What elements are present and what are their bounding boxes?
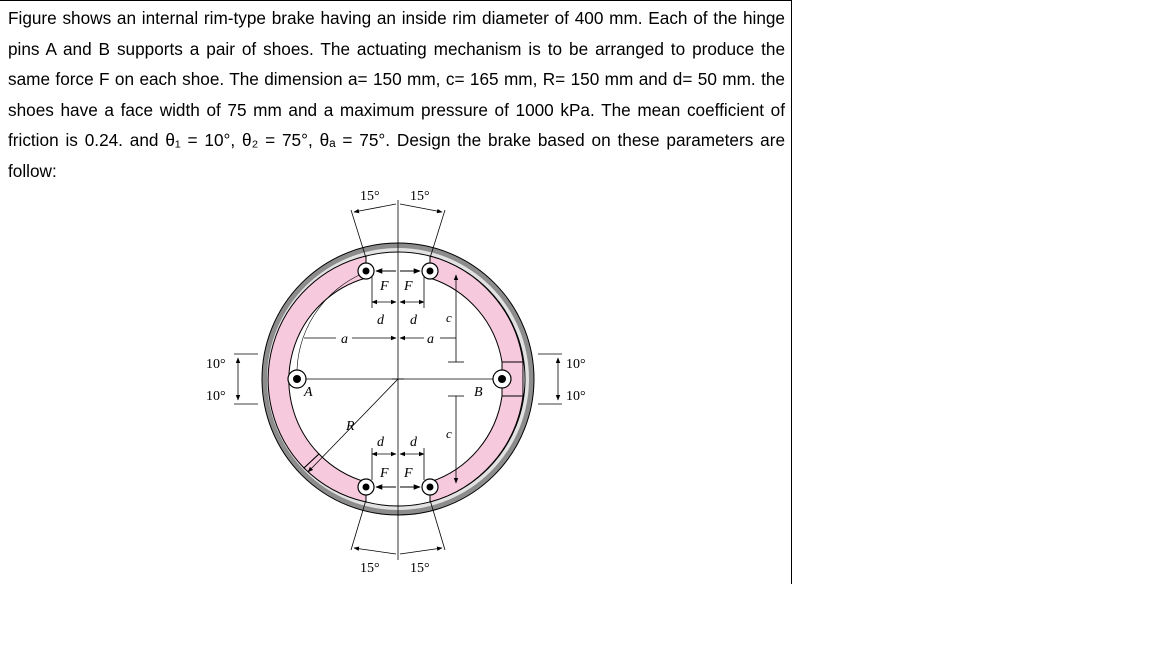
- pin-B: [493, 370, 511, 388]
- pin-b-label: B: [474, 385, 483, 400]
- a-right: a: [427, 332, 434, 347]
- angle-bottom-right: 15°: [410, 561, 430, 576]
- a-left: a: [341, 332, 348, 347]
- angle-left-upper: 10°: [206, 357, 226, 372]
- angle-right-upper: 10°: [566, 357, 586, 372]
- radius-label: R: [346, 419, 355, 434]
- pin-a-label: A: [304, 385, 313, 400]
- force-top-left: F: [380, 279, 389, 294]
- angle-right-lower: 10°: [566, 389, 586, 404]
- c-lower: c: [446, 426, 452, 441]
- force-bottom-right: F: [404, 466, 413, 481]
- angle-bottom-left: 15°: [360, 561, 380, 576]
- d-bottom-right: d: [410, 435, 417, 450]
- angle-top-right: 15°: [410, 189, 430, 204]
- angle-top-left: 15°: [360, 189, 380, 204]
- d-bottom-left: d: [377, 435, 384, 450]
- c-upper: c: [446, 310, 452, 325]
- force-top-right: F: [404, 279, 413, 294]
- force-bottom-left: F: [380, 466, 389, 481]
- d-top-right: d: [410, 313, 417, 328]
- problem-statement: Figure shows an internal rim-type brake having an inside rim diameter of 400 mm. Each of the hinge pins A and B supports a pair of shoes. The actuating mechanism is to be arranged to produce the same force F on each shoe. The dimension a= 150 mm, c= 165 mm, R= 150 mm and d= 50 mm. the shoes have a face width of 75 mm and a maximum pressure of 1000 kPa. The mean coefficient of friction is 0.24. and θ₁ = 10°, θ₂ = 75°, θₐ = 75°. Design the brake based on these parameters are follow:: [8, 8, 785, 181]
- brake-figure: [196, 182, 616, 582]
- angle-left-lower: 10°: [206, 389, 226, 404]
- d-top-left: d: [377, 313, 384, 328]
